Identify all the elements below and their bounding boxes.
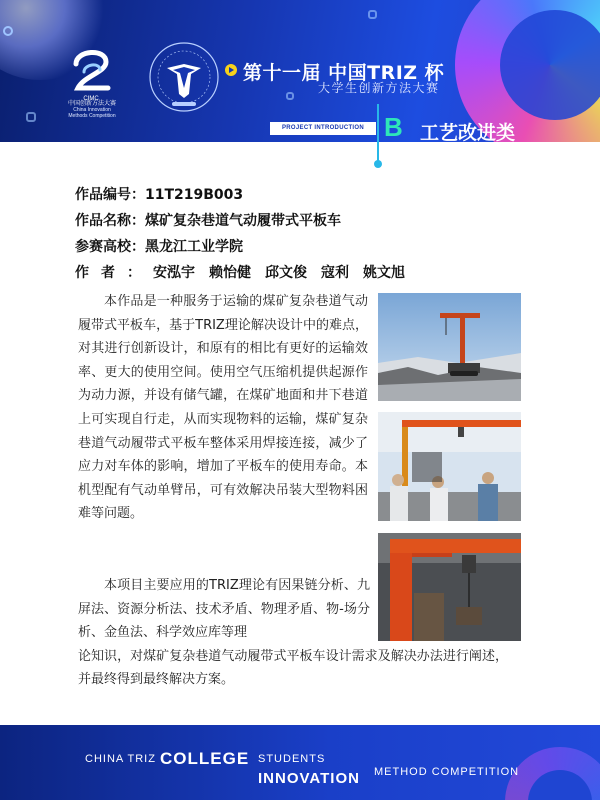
description-paragraph-1: 本作品是一种服务于运输的煤矿复杂巷道气动履带式平板车，基于TRIZ理论解决设计中的难点，对其进行创新设计，和原有的相比有更好的运输效率、更大的使用空间。使用空气压缩机提供起源作为动力源，并设有储气罐，在煤矿地面和井下巷道上可实现自行走，从而实现物料的运输，煤矿复杂巷道气动履带式平板车整体采用焊接连接，减少了应力对车体的影响，增加了平板车的使用寿命。本机型配有气动单臂吊，可有效解决吊装大型物料困难等问题。 [78,294,368,522]
footer-text-method-competition: METHOD COMPETITION [374,766,520,778]
competition-emblem-logo [147,40,221,114]
header-banner [0,0,600,142]
school-row [75,236,405,262]
svg-text:CIMC: CIMC [83,96,99,102]
footer-banner [0,725,600,800]
footer-text-innovation: INNOVATION [258,770,360,787]
project-number-value: 11T219B003 [145,187,244,203]
authors-value: 安泓宇 赖怡健 邱文俊 寇利 姚文旭 [153,265,405,281]
decor-square [286,92,294,100]
decor-square [26,112,36,122]
project-name-row [75,210,405,236]
cimc-logo [62,42,120,104]
project-info [75,184,405,288]
authors-row [75,262,405,288]
contest-title: 第十一届 中国TRIZ 杯 [243,62,445,84]
decor-ring-center [500,10,600,120]
photo-crane-team [378,412,521,521]
photo-crane-outdoor [378,293,521,401]
project-number-row [75,184,405,210]
project-intro-tag: PROJECT INTRODUCTION [270,122,376,135]
project-name-value: 煤矿复杂巷道气动履带式平板车 [145,213,341,229]
school-value: 黑龙江工业学院 [145,239,243,255]
footer-text-college: COLLEGE [160,749,250,768]
cimc-logo-caption: 中国创新方法大赛 China Innovation Methods Competition [67,101,116,119]
decor-dot [374,160,382,168]
authors-label: 作者： [75,265,153,281]
decor-vertical-line [377,104,379,164]
photo-crane-closeup [378,533,521,641]
contest-subtitle: 大学生创新方法大赛 [318,81,440,95]
footer-text-china-triz: CHINA TRIZ [85,753,156,765]
decor-circle [3,26,13,36]
project-number-label: 作品编号： [75,187,145,203]
category-title: 工艺改进类 [420,122,516,142]
decor-square [368,10,377,19]
play-arrow-icon [225,64,237,76]
project-name-label: 作品名称： [75,213,145,229]
description-paragraph-2: 本项目主要应用的TRIZ理论有因果链分析、九屏法、资源分析法、技术矛盾、物理矛盾、物-场分析、金鱼法、科学效应库等理 论知识，对煤矿复杂巷道气动履带式平板车设计需求及解决办法进行阐述，并最终得到最终解决方案。 [78,578,508,688]
category-letter: B [384,112,403,142]
school-label: 参赛高校： [75,239,145,255]
footer-text-students: STUDENTS [258,753,326,765]
